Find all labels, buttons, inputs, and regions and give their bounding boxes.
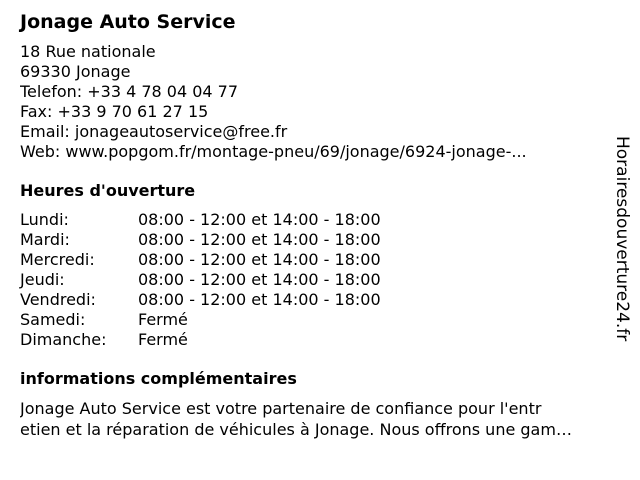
phone-number: Telefon: +33 4 78 04 04 77 [20, 82, 239, 101]
opening-hours-table [20, 210, 381, 350]
day-label: Vendredi: [20, 290, 96, 309]
hours-value: Fermé [138, 330, 188, 349]
description-line-2: etien et la réparation de véhicules à Jonage. Nous offrons une gam… [20, 420, 572, 439]
day-label: Mercredi: [20, 250, 95, 269]
day-label: Samedi: [20, 310, 86, 329]
description-line-1: Jonage Auto Service est votre partenaire de confiance pour l'entr [20, 399, 542, 418]
business-description [20, 398, 624, 440]
address-line-2: 69330 Jonage [20, 62, 131, 81]
hours-row-monday [20, 210, 381, 230]
hours-value: 08:00 - 12:00 et 14:00 - 18:00 [138, 290, 381, 309]
hours-value: 08:00 - 12:00 et 14:00 - 18:00 [138, 230, 381, 249]
info-heading: informations complémentaires [20, 369, 297, 388]
hours-row-sunday [20, 330, 381, 350]
hours-row-friday [20, 290, 381, 310]
hours-heading: Heures d'ouverture [20, 181, 196, 200]
hours-row-saturday [20, 310, 381, 330]
business-name: Jonage Auto Service [20, 11, 236, 33]
day-label: Jeudi: [20, 270, 65, 289]
website-url: Web: www.popgom.fr/montage-pneu/69/jonage/6924-jonage-... [20, 142, 527, 161]
day-label: Lundi: [20, 210, 69, 229]
hours-value: 08:00 - 12:00 et 14:00 - 18:00 [138, 250, 381, 269]
address-line-1: 18 Rue nationale [20, 42, 156, 61]
hours-row-thursday [20, 270, 381, 290]
hours-value: Fermé [138, 310, 188, 329]
hours-value: 08:00 - 12:00 et 14:00 - 18:00 [138, 210, 381, 229]
contact-block [20, 42, 610, 162]
fax-number: Fax: +33 9 70 61 27 15 [20, 102, 209, 121]
day-label: Mardi: [20, 230, 70, 249]
business-card [20, 8, 610, 440]
day-label: Dimanche: [20, 330, 107, 349]
hours-row-tuesday [20, 230, 381, 250]
hours-row-wednesday [20, 250, 381, 270]
email-address: Email: jonageautoservice@free.fr [20, 122, 288, 141]
hours-value: 08:00 - 12:00 et 14:00 - 18:00 [138, 270, 381, 289]
site-watermark: Horairesdouverture24.fr [612, 136, 632, 342]
